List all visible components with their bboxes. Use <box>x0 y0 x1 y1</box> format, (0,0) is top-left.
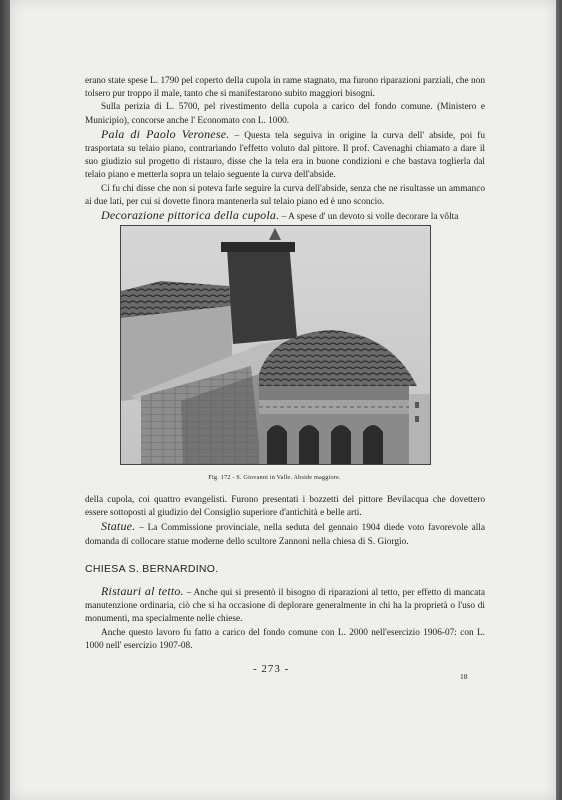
abside-photo-illustration <box>121 226 430 464</box>
page-number: - 273 - <box>253 663 290 675</box>
statue-heading: Statue. <box>101 519 136 534</box>
paragraph-decorazione <box>85 209 485 224</box>
paragraph-abside: Ci fu chi disse che non si poteva farle seguire la curva dell'abside, senza che ne risultasse un ammanco ai due lati, per cui si dovette finora mantenerla sul telaio piano ed è uno sconcio. <box>85 183 485 207</box>
paragraph-fondo-comune: Anche questo lavoro fu fatto a carico del fondo comune con L. 2000 nell'esercizio 1906-07: con L. 1000 nell' esercizio 1907-08. <box>85 627 485 651</box>
section-heading-bernardino: CHIESA S. BERNARDINO. <box>85 563 219 575</box>
paragraph-perizia: Sulla perizia di L. 5700, pel rivestimento della cupola a carico del fondo comune. (Ministero e Municipio), concorse anche l' Economato con L. 1000. <box>85 102 485 126</box>
ristauri-heading: Ristauri al tetto. <box>101 584 184 598</box>
paragraph-pala <box>85 128 485 183</box>
paragraph-evangelisti: della cupola, coi quattro evangelisti. Furono presentati i bozzetti del pittore Bevilacqua che dovettero essere sottoposti al giudizio del Consiglio superiore d'antichità e belle arti. <box>85 495 485 519</box>
figure-caption: Fig. 172 - S. Giovanni in Valle. Abside maggiore. <box>208 474 341 481</box>
paragraph-ristauri <box>85 585 485 627</box>
figure-abside-photo <box>120 225 431 465</box>
text-block-top <box>85 75 485 224</box>
pala-heading: Pala di Paolo Veronese. <box>101 126 230 141</box>
statue-text: – La Commissione provinciale, nella seduta del gennaio 1904 diede voto favorevole alla domanda di collocare statue moderne dello scultore Zannoni nella chiesa di S. Giorgio. <box>85 523 485 547</box>
paragraph-cupola-costs: erano state spese L. 1790 pel coperto della cupola in rame stagnato, ma furono riparazioni parziali, che non tolsero pur troppo il male, tanto che si manifestarono subito maggiori bisogni. <box>85 76 485 100</box>
paragraph-statue <box>85 520 485 548</box>
text-block-bottom <box>85 585 485 653</box>
pala-text: – Questa tela seguiva in origine la curva dell' abside, poi fu trasportata su telaio piano, contrariando l'effetto voluto dal pittore. Il prof. Cavenaghi chiamato a dare il suo giudizio sul progetto di ristauro, disse che la tela era in buone condizioni e che bastava toglierla dal telaio piano e metterla sopra un telaio seguente la curva dell'abside. <box>85 130 485 181</box>
text-block-middle <box>85 494 485 549</box>
sheet-number: 18 <box>460 672 468 681</box>
ristauri-text: – Anche qui si presentò il bisogno di riparazioni al tetto, per effetto di mancata manutenzione ordinaria, ciò che si ha occasione di deplorare generalmente in chi ha la proprietà o l'uso di monumenti, ma specialmente nelle chiese. <box>85 588 485 625</box>
document-page <box>10 0 556 800</box>
decorazione-text: – A spese d' un devoto si volle decorare la vôlta <box>279 212 459 223</box>
decorazione-heading: Decorazione pittorica della cupola. <box>101 208 280 223</box>
